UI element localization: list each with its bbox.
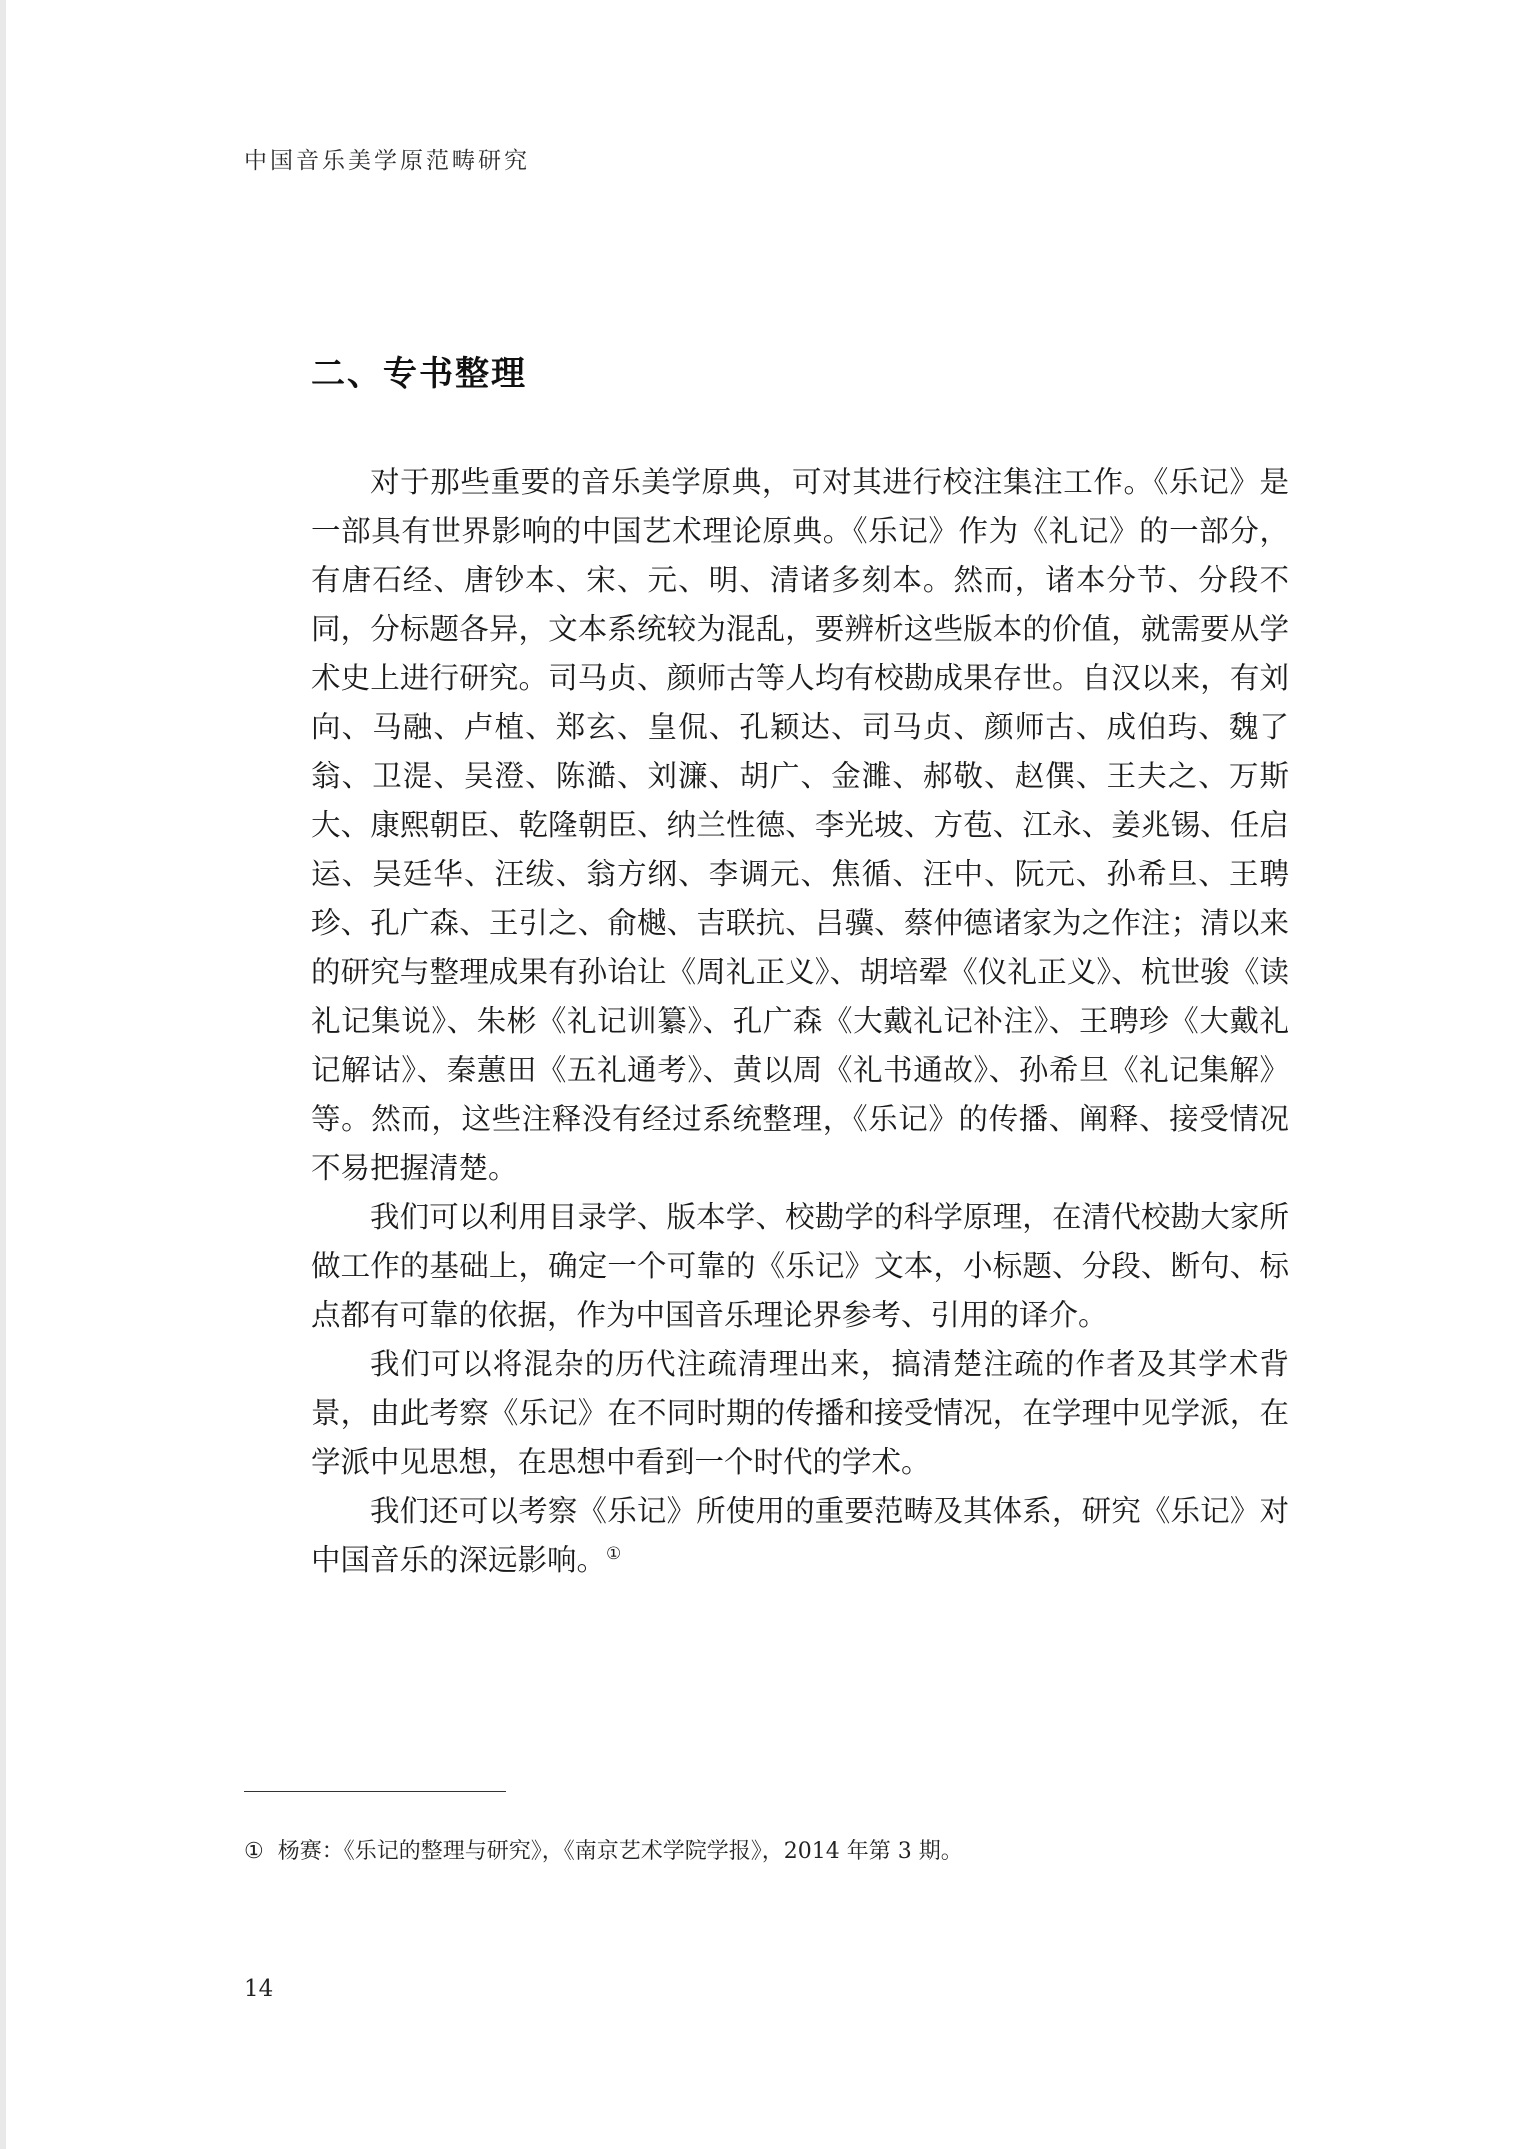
paragraph: 对于那些重要的音乐美学原典，可对其进行校注集注工作。《乐记》是一部具有世界影响的中国艺术理论原典。《乐记》作为《礼记》的一部分，有唐石经、唐钞本、宋、元、明、清诸多刻本。然而，诸本分节、分段不同，分标题各异，文本系统较为混乱，要辨析这些版本的价值，就需要从学术史上进行研究。司马贞、颜师古等人均有校勘成果存世。自汉以来，有刘向、马融、卢植、郑玄、皇侃、孔颖达、司马贞、颜师古、成伯玙、魏了翁、卫湜、吴澄、陈澔、刘濂、胡广、金濉、郝敬、赵僎、王夫之、万斯大、康熙朝臣、乾隆朝臣、纳兰性德、李光坡、方苞、江永、姜兆锡、任启运、吴廷华、汪绂、翁方纲、李调元、焦循、汪中、阮元、孙希旦、王聘珍、孔广森、王引之、俞樾、吉联抗、吕骥、蔡仲德诸家为之作注；清以来的研究与整理成果有孙诒让《周礼正义》、胡培翚《仪礼正义》、杭世骏《读礼记集说》、朱彬《礼记训纂》、孔广森《大戴礼记补注》、王聘珍《大戴礼记解诂》、秦蕙田《五礼通考》、黄以周《礼书通故》、孙希旦《礼记集解》等。然而，这些注释没有经过系统整理，《乐记》的传播、阐释、接受情况不易把握清楚。 xyxy=(311,465,1289,1185)
paragraph-text: 我们还可以考察《乐记》所使用的重要范畴及其体系，研究《乐记》对中国音乐的深远影响。 xyxy=(311,1494,1289,1577)
page-number: 14 xyxy=(244,1976,274,2002)
paragraph: 我们可以将混杂的历代注疏清理出来，搞清楚注疏的作者及其学术背景，由此考察《乐记》在不同时期的传播和接受情况，在学理中见学派，在学派中见思想，在思想中看到一个时代的学术。 xyxy=(311,1347,1289,1479)
page-edge xyxy=(0,0,6,2149)
paragraph: 我们可以利用目录学、版本学、校勘学的科学原理，在清代校勘大家所做工作的基础上，确定一个可靠的《乐记》文本，小标题、分段、断句、标点都有可靠的依据，作为中国音乐理论界参考、引用的译介。 xyxy=(311,1200,1289,1332)
footnote-mark: ① xyxy=(244,1839,264,1864)
footnote xyxy=(244,1834,963,1865)
footnote-rule xyxy=(244,1791,506,1792)
section-heading: 二、专书整理 xyxy=(311,354,527,394)
footnote-text: 杨赛：《乐记的整理与研究》，《南京艺术学院学报》，2014 年第 3 期。 xyxy=(277,1839,963,1864)
footnote-reference[interactable]: ① xyxy=(606,1544,622,1565)
paragraph-with-note xyxy=(311,1487,1289,1585)
running-header: 中国音乐美学原范畴研究 xyxy=(244,148,530,174)
body-text xyxy=(311,458,1289,1585)
